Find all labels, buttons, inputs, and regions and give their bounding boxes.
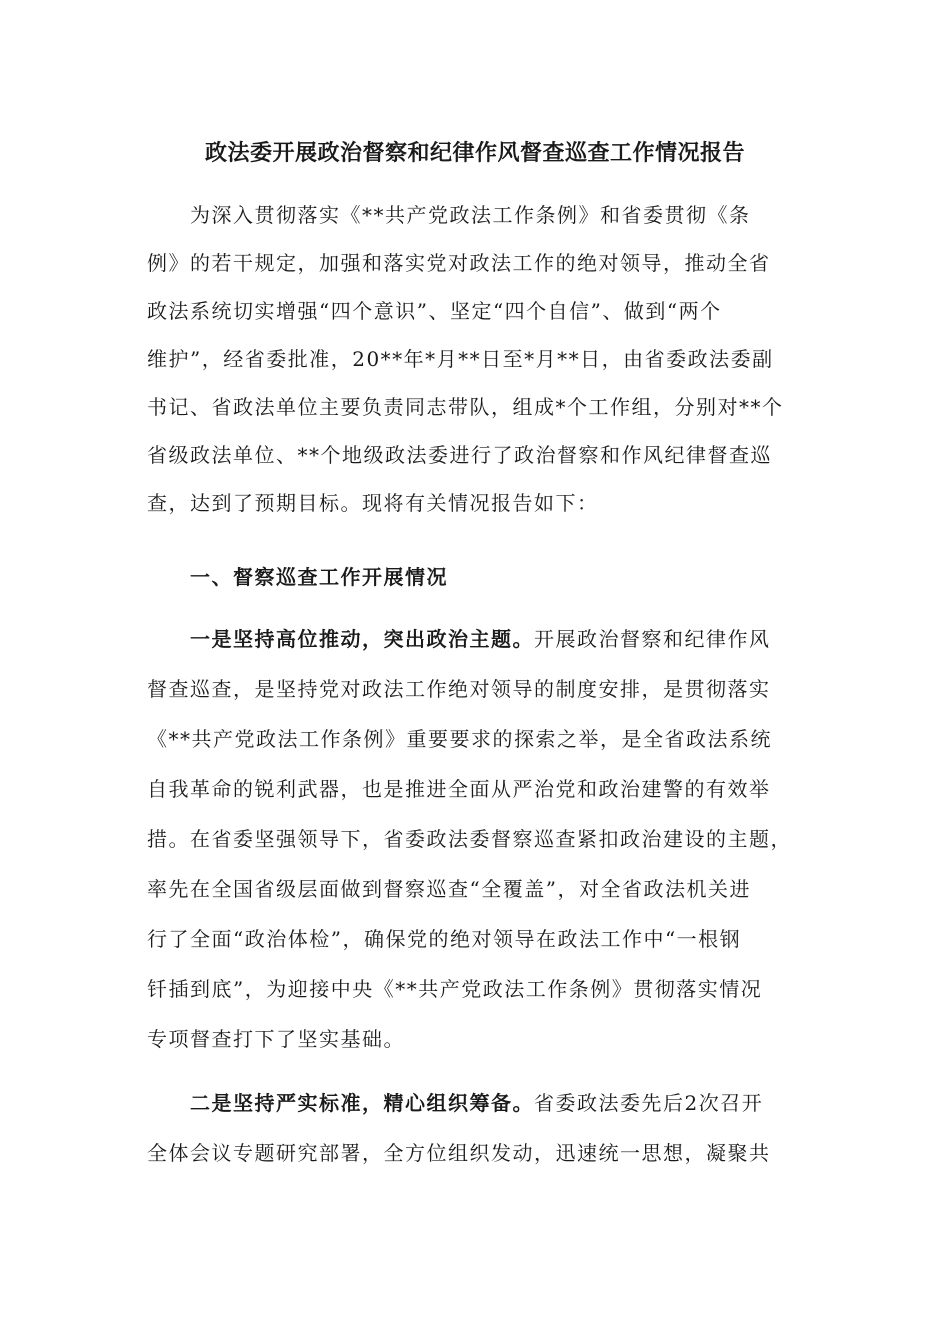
paragraph-line: 措。在省委坚强领导下，省委政法委督察巡查紧扣政治建设的主题，	[147, 827, 792, 851]
paragraph-line: 专项督查打下了坚实基础。	[147, 1027, 405, 1051]
paragraph-line: 自我革命的锐利武器，也是推进全面从严治党和政治建警的有效举	[147, 777, 771, 801]
paragraph-line: 行了全面“政治体检”，确保党的绝对领导在政法工作中“一根钢	[147, 927, 742, 951]
paragraph-lead: 二是坚持严实标准，精心组织筹备。	[190, 1091, 534, 1115]
intro-line: 查，达到了预期目标。现将有关情况报告如下：	[147, 491, 599, 515]
intro-line: 政法系统切实增强“四个意识”、坚定“四个自信”、做到“两个	[147, 299, 722, 323]
paragraph-line: 督查巡查，是坚持党对政法工作绝对领导的制度安排，是贯彻落实	[147, 677, 771, 701]
paragraph-line: 《**共产党政法工作条例》重要要求的探索之举，是全省政法系统	[147, 727, 772, 751]
paragraph-first-line	[190, 1088, 807, 1118]
intro-line: 书记、省政法单位主要负责同志带队，组成*个工作组，分别对**个	[147, 395, 784, 419]
paragraph-text: 省委政法委先后2次召开	[534, 1091, 764, 1115]
paragraph-line: 率先在全国省级层面做到督察巡查“全覆盖”，对全省政法机关进	[147, 877, 751, 901]
intro-line: 例》的若干规定，加强和落实党对政法工作的绝对领导，推动全省	[147, 251, 771, 275]
intro-line: 为深入贯彻落实《**共产党政法工作条例》和省委贯彻《条	[190, 203, 751, 227]
intro-line: 省级政法单位、**个地级政法委进行了政治督察和作风纪律督查巡	[147, 443, 772, 467]
paragraph-text: 开展政治督察和纪律作风	[534, 627, 771, 651]
paragraph-lead: 一是坚持高位推动，突出政治主题。	[190, 627, 534, 651]
paragraph-line: 钎插到底”，为迎接中央《**共产党政法工作条例》贯彻落实情况	[147, 977, 763, 1001]
paragraph-first-line	[190, 624, 807, 654]
paragraph-line: 全体会议专题研究部署，全方位组织发动，迅速统一思想，凝聚共	[147, 1141, 771, 1165]
intro-line: 维护”，经省委批准，20**年*月**日至*月**日，由省委政法委副	[147, 347, 774, 371]
document-title: 政法委开展政治督察和纪律作风督查巡查工作情况报告	[204, 140, 745, 166]
section-heading: 一、督察巡查工作开展情况	[190, 565, 448, 589]
